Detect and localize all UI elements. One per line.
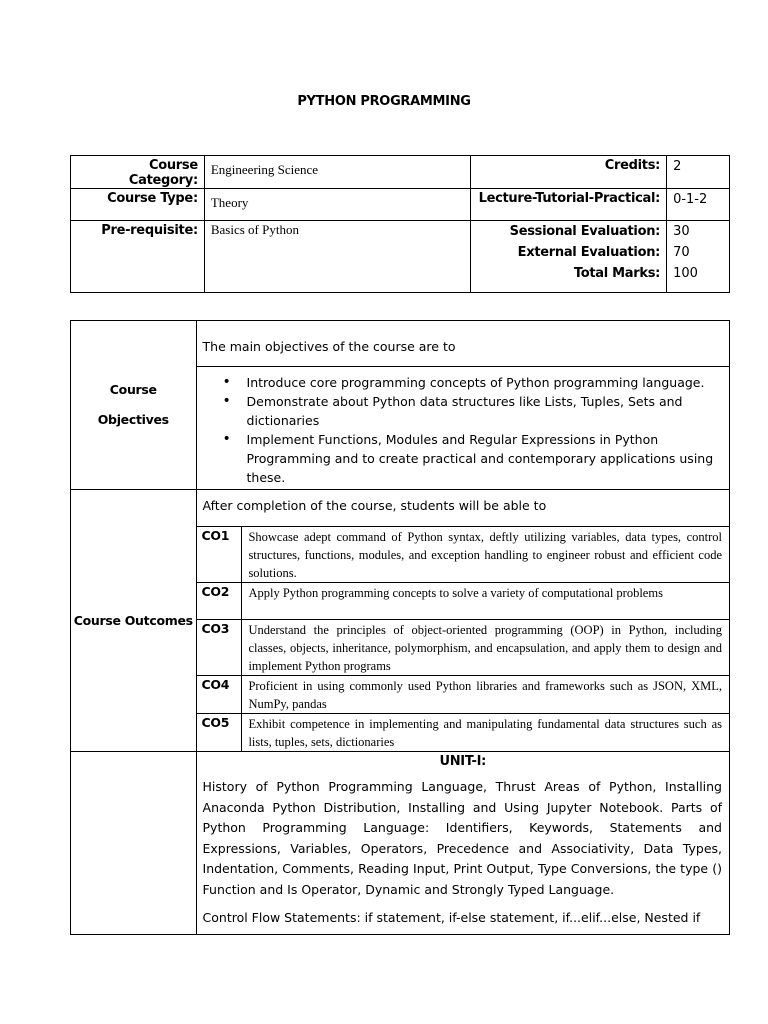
objective-item: • Implement Functions, Modules and Regular Expressions in Python Programming and to create practical and contemporary applications using these.	[247, 430, 723, 487]
co-text: Proficient in using commonly used Python libraries and frameworks such as JSON, XML, NumPy, pandas	[242, 676, 730, 714]
prereq-value: Basics of Python	[204, 221, 470, 293]
sessional-value: 30	[673, 224, 690, 239]
credits-label: Credits:	[471, 156, 667, 189]
co-code: CO5	[196, 714, 242, 752]
course-details-table	[70, 320, 730, 935]
co-text: Understand the principles of object-oriented programming (OOP) in Python, including classes, objects, inheritance, polymorphism, and encapsulation, and apply them to design and implement Python programs	[242, 620, 730, 676]
total-label: Total Marks:	[573, 266, 661, 281]
objectives-heading-line1: Course	[109, 382, 157, 397]
co-code: CO3	[196, 620, 242, 676]
co-code: CO1	[196, 527, 242, 583]
course-type-value: Theory	[204, 189, 470, 221]
co-text: Exhibit competence in implementing and manipulating fundamental data structures such as lists, tuples, sets, dictionaries	[242, 714, 730, 752]
co-text: Showcase adept command of Python syntax, deftly utilizing variables, data types, control structures, functions, modules, and exception handling to engineer robust and efficient code solutions.	[242, 527, 730, 583]
objectives-intro: The main objectives of the course are to	[196, 321, 729, 367]
sessional-label: Sessional Evaluation:	[509, 224, 661, 239]
outcomes-heading: Course Outcomes	[71, 490, 197, 752]
unit-heading: UNIT-I:	[439, 754, 487, 769]
course-category-value: Engineering Science	[204, 156, 470, 189]
syllabus-cell	[196, 752, 729, 935]
ltp-label: Lecture-Tutorial-Practical:	[471, 189, 667, 221]
credits-value: 2	[667, 156, 730, 189]
external-value: 70	[673, 245, 690, 260]
course-type-label: Course Type:	[71, 189, 205, 221]
outcomes-intro: After completion of the course, students will be able to	[196, 490, 729, 527]
objectives-list	[197, 367, 729, 489]
ltp-value: 0-1-2	[667, 189, 730, 221]
syllabus-left-cell	[71, 752, 197, 935]
objective-item: • Introduce core programming concepts of Python programming language.	[247, 373, 723, 392]
prereq-label: Pre-requisite:	[71, 221, 205, 293]
total-value: 100	[673, 266, 698, 281]
co-code: CO2	[196, 583, 242, 620]
evaluation-labels	[471, 221, 667, 293]
objectives-list-cell	[196, 367, 729, 490]
objectives-heading	[71, 321, 197, 490]
evaluation-values	[667, 221, 730, 293]
co-code: CO4	[196, 676, 242, 714]
page-title: PYTHON PROGRAMMING	[297, 94, 471, 109]
objective-item: • Demonstrate about Python data structures like Lists, Tuples, Sets and dictionaries	[247, 392, 723, 430]
unit-paragraph: Control Flow Statements: if statement, if-else statement, if...elif...else, Nested if	[202, 910, 701, 925]
course-category-label: Course Category:	[71, 156, 205, 189]
co-text: Apply Python programming concepts to solve a variety of computational problems	[242, 583, 730, 620]
objectives-heading-line2: Objectives	[97, 412, 169, 427]
course-info-table	[70, 155, 730, 293]
external-label: External Evaluation:	[517, 245, 661, 260]
unit-paragraph: History of Python Programming Language, Thrust Areas of Python, Installing Anaconda Python Distribution, Installing and Using Jupyter Notebook. Parts of Python Programming Language: Identifiers, Keywords, Statements and Expressions, Variables, Operators, Precedence and Associativity, Data Types, Indentation, Comments, Reading Input, Print Output, Type Conversions, the type () Function and Is Operator, Dynamic and Strongly Typed Language.	[202, 779, 722, 897]
